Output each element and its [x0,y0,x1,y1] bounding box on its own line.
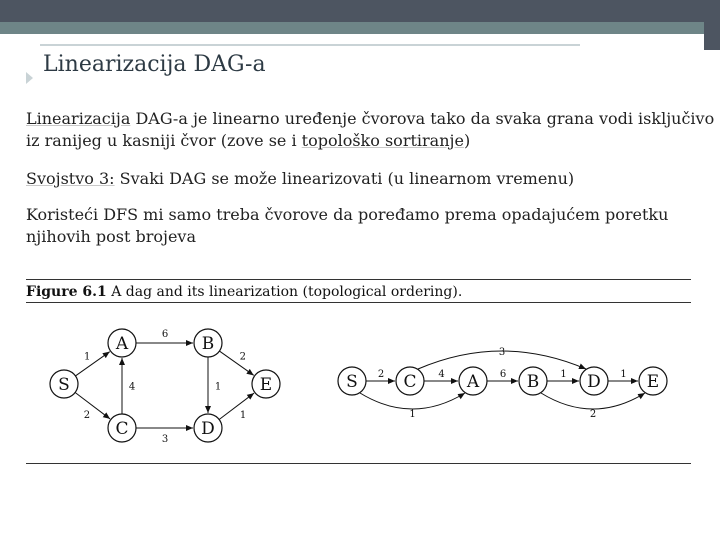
dag-edge-weight-c-d: 3 [161,434,169,445]
dag-figure [0,300,720,470]
dag-edge-b-e [219,351,253,375]
header-stripe [0,22,720,34]
lin-edge-s-a [360,393,465,409]
lin-edge-weight-a-b: 6 [499,369,507,380]
paragraph-linearization [26,108,716,152]
lin-edge-weight-b-d: 1 [560,369,567,380]
dag-edge-weight-s-c: 2 [83,409,91,421]
bullet-arrow-icon [26,72,33,84]
figure-caption-text: A dag and its linearization (topological ordering). [106,284,463,300]
lin-node-label-s: S [346,372,358,392]
dag-edge-weight-b-d: 1 [214,381,222,393]
dag-edge-weight-d-e: 1 [239,409,247,421]
dag-node-label-s: S [58,375,70,395]
dag-graph [50,329,280,445]
dag-node-label-e: E [259,375,273,395]
lin-edge-weight-s-c: 2 [377,369,385,380]
term-linearization: Linearizacija [26,109,131,128]
property-label: Svojstvo 3: [26,169,115,188]
paragraph-linearization-tail: ) [463,131,471,150]
lin-node-label-c: C [403,372,417,392]
dag-node-label-a: A [115,334,129,354]
header-corner [704,0,720,50]
term-topological-sort: topološko sortiranje [301,131,464,150]
paragraph-linearization-text: DAG-a je linearno uređenje čvorova tako da svaka grana vodi isključivo iz ranijeg u kasniji čvor (zove se i [26,109,715,150]
property-text: Svaki DAG se može linearizovati (u linearnom vremenu) [114,169,575,188]
dag-edge-s-a [75,352,109,376]
figure-caption [26,284,462,300]
figure-caption-label: Figure 6.1 [26,284,107,300]
paragraph-dfs: Koristeći DFS mi samo treba čvorove da poređamo prema opadajućem poretku njihovih post brojeva [26,205,669,246]
lin-node-label-d: D [587,372,601,392]
dag-edge-weight-b-e: 2 [239,351,246,363]
lin-node-label-b: B [526,372,540,392]
linearization-graph [338,347,667,420]
figure-top-rule [26,279,691,280]
dag-edge-d-e [219,393,254,419]
dag-edge-weight-s-a: 1 [84,351,91,363]
slide-title: Linearizacija DAG-a [43,52,266,77]
dag-edge-s-c [75,392,110,418]
lin-node-label-e: E [646,372,660,392]
lin-edge-weight-c-d: 3 [498,347,506,358]
lin-edge-weight-c-a: 4 [438,369,445,380]
paragraph-property [26,168,716,190]
dag-node-label-d: D [201,419,215,439]
header-bar [0,0,720,22]
dag-edge-weight-c-a: 4 [128,381,136,393]
dag-node-label-c: C [115,419,129,439]
title-underline [40,44,580,46]
dag-node-label-b: B [201,334,215,354]
lin-edge-weight-d-e: 1 [620,369,627,380]
dag-edge-weight-a-b: 6 [161,329,169,340]
lin-node-label-a: A [466,372,480,392]
lin-edge-weight-b-e: 2 [589,409,597,420]
lin-edge-weight-s-a: 1 [409,409,416,420]
